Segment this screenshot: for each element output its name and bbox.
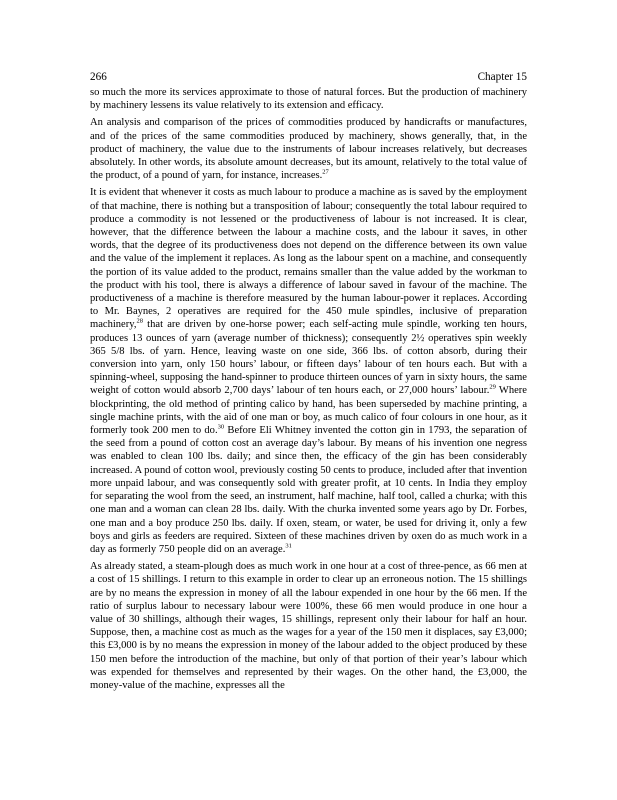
body-text (90, 86, 527, 696)
paragraph (90, 560, 527, 692)
footnote-marker: 30 (217, 423, 225, 431)
paragraph (90, 186, 527, 556)
footnote-marker: 28 (136, 317, 143, 325)
chapter-title: Chapter 15 (477, 71, 527, 83)
text-run: that are driven by one-horse power; each self-acting mule spindle, working ten hours, produces 13 ounces of yarn (average number of thickness); consequently 2½ operatives spin weekly 365 5/8 lbs. of yarn. Hence, leaving waste on one side, 366 lbs. of cotton absorb, during their conversion into yarn, only 150 hours’ labour, or fifteen days’ labour of ten hours each. But with a spinning-wheel, supposing the hand-spinner to produce thirteen ounces of yarn in sixty hours, the same weight of cotton would absorb 2,700 days’ labour of ten hours each, or 27,000 hours’ labour. (90, 319, 527, 397)
footnote-marker: 31 (285, 542, 292, 550)
footnote-marker: 29 (489, 383, 496, 391)
paragraph (90, 86, 527, 112)
text-run: so much the more its services approximate to those of natural forces. But the production of machinery by machinery lessens its value relatively to its extension and efficacy. (90, 87, 527, 112)
footnote-marker: 27 (322, 168, 329, 176)
paragraph (90, 116, 527, 182)
text-run: It is evident that whenever it costs as much labour to produce a machine as is saved by the employment of that machine, there is nothing but a transposition of labour; consequently the total labour required to produce a commodity is not lessened or the productiveness of labour is not increased. It is clear, however, that the difference between the labour a machine costs, and the labour it saves, in other words, that the degree of its productiveness does not depend on the difference between its own value and the value of the implement it replaces. As long as the labour spent on a machine, and consequently the portion of its value added to the product, remains smaller than the value added by the workman to the product with his tool, there is always a difference of labour saved in favour of the machine. The productiveness of a machine is therefore measured by the human labour-power it replaces. According to Mr. Baynes, 2 operatives are required for the 450 mule spindles, inclusive of preparation machinery, (90, 187, 527, 331)
page-number: 266 (90, 71, 107, 83)
text-run: Before Eli Whitney invented the cotton gin in 1793, the separation of the seed from a pound of cotton cost an average day’s labour. By means of his invention one negress was enabled to clean 100 lbs. daily; and since then, the efficacy of the gin has been considerably increased. A pound of cotton wool, previously costing 50 cents to produce, included after that invention more unpaid labour, and was consequently sold with greater profit, at 10 cents. In India they employ for separating the wool from the seed, an instrument, half machine, half tool, called a churka; with this one man and a woman can clean 28 lbs. daily. With the churka invented some years ago by Dr. Forbes, one man and a boy produce 250 lbs. daily. If oxen, steam, or water, be used for driving it, only a few boys and girls as feeders are required. Sixteen of these machines driven by oxen do as much work in a day as formerly 750 people did on an average. (90, 425, 528, 555)
text-run: As already stated, a steam-plough does as much work in one hour at a cost of three-pence, as 66 men at a cost of 15 shillings. I return to this example in order to clear up an erroneous notion. The 15 shillings are by no means the expression in money of all the labour expended in one hour by the 66 men. If the ratio of surplus labour to necessary labour were 100%, these 66 men would produce in one hour a value of 30 shillings, although their wages, 15 shillings, represent only their labour for half an hour. Suppose, then, a machine cost as much as the wages for a year of the 150 men it displaces, say £3,000; this £3,000 is by no means the expression in money of the labour added to the object produced by these 150 men before the introduction of the machine, but only of that portion of their year’s labour which was expended for themselves and represented by their wages. On the other hand, the £3,000, the money-value of the machine, expresses all the (90, 561, 527, 691)
text-run: An analysis and comparison of the prices of commodities produced by handicrafts or manufactures, and of the prices of the same commodities produced by machinery, shows generally, that, in the product of machinery, the value due to the instruments of labour increases relatively, but decreases absolutely. In other words, its absolute amount decreases, but its amount, relatively to the total value of the product, of a pound of yarn, for instance, increases. (90, 117, 527, 182)
text-run: Where blockprinting, the old method of printing calico by hand, has been superseded by machine printing, a single machine prints, with the aid of one man or boy, as much calico of four colours in one hour, as it formerly took 200 men to do. (90, 385, 527, 437)
